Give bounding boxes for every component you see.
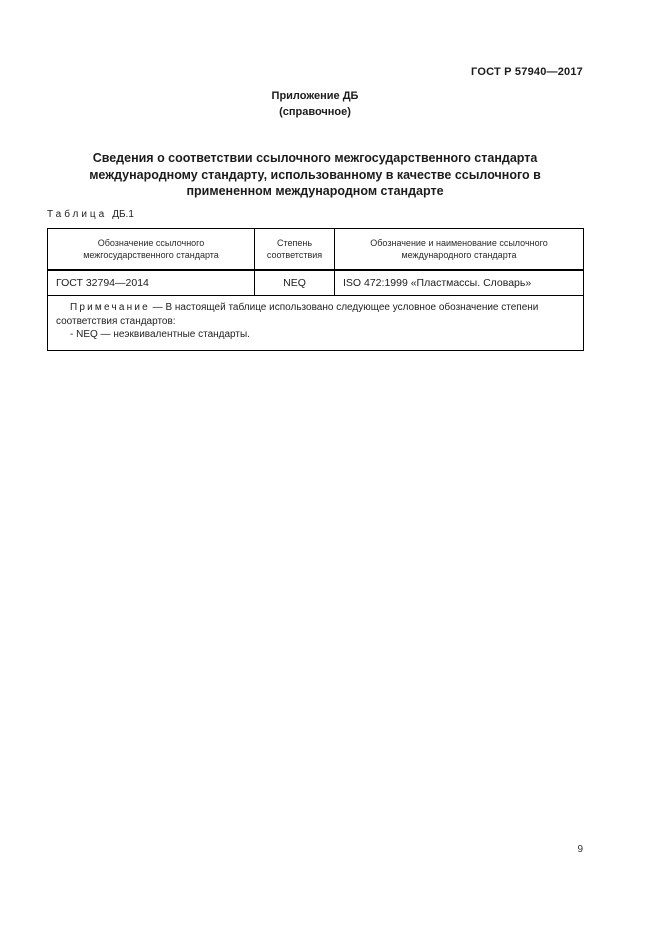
col-header-correspondence-degree: Степень соответствия bbox=[255, 229, 335, 270]
cell-international-standard: ISO 472:1999 «Пластмассы. Словарь» bbox=[335, 270, 584, 296]
appendix-kind: (справочное) bbox=[279, 106, 351, 118]
col-header-interstate-standard: Обозначение ссылочного межгосударственного стандарта bbox=[48, 229, 255, 270]
table-row bbox=[48, 270, 584, 296]
table-caption-word: Таблица bbox=[47, 209, 108, 220]
correspondence-table bbox=[47, 228, 584, 351]
page-number: 9 bbox=[577, 844, 583, 855]
note-item: - NEQ — неэквивалентные стандарты. bbox=[70, 329, 250, 340]
table-note-row bbox=[48, 296, 584, 351]
cell-correspondence-degree: NEQ bbox=[255, 270, 335, 296]
note-paragraph bbox=[56, 301, 575, 328]
note-label: Примечание bbox=[70, 302, 150, 313]
col-header-international-standard: Обозначение и наименование ссылочного международного стандарта bbox=[335, 229, 584, 270]
table-note-cell bbox=[48, 296, 584, 351]
appendix-heading bbox=[47, 88, 583, 120]
appendix-title: Сведения о соответствии ссылочного межгосударственного стандарта международному стандарту, использованному в качестве ссылочного в примененном международном стандарте bbox=[89, 151, 541, 198]
table-caption bbox=[47, 209, 134, 220]
appendix-label: Приложение ДБ bbox=[271, 90, 359, 102]
note-text: — В настоящей таблице использовано следующее условное обозначение степени соответствия стандартов: bbox=[56, 302, 539, 327]
cell-interstate-standard: ГОСТ 32794—2014 bbox=[48, 270, 255, 296]
doc-number: ГОСТ Р 57940—2017 bbox=[471, 66, 583, 78]
table-caption-id: ДБ.1 bbox=[112, 209, 134, 220]
table-header-row bbox=[48, 229, 584, 270]
